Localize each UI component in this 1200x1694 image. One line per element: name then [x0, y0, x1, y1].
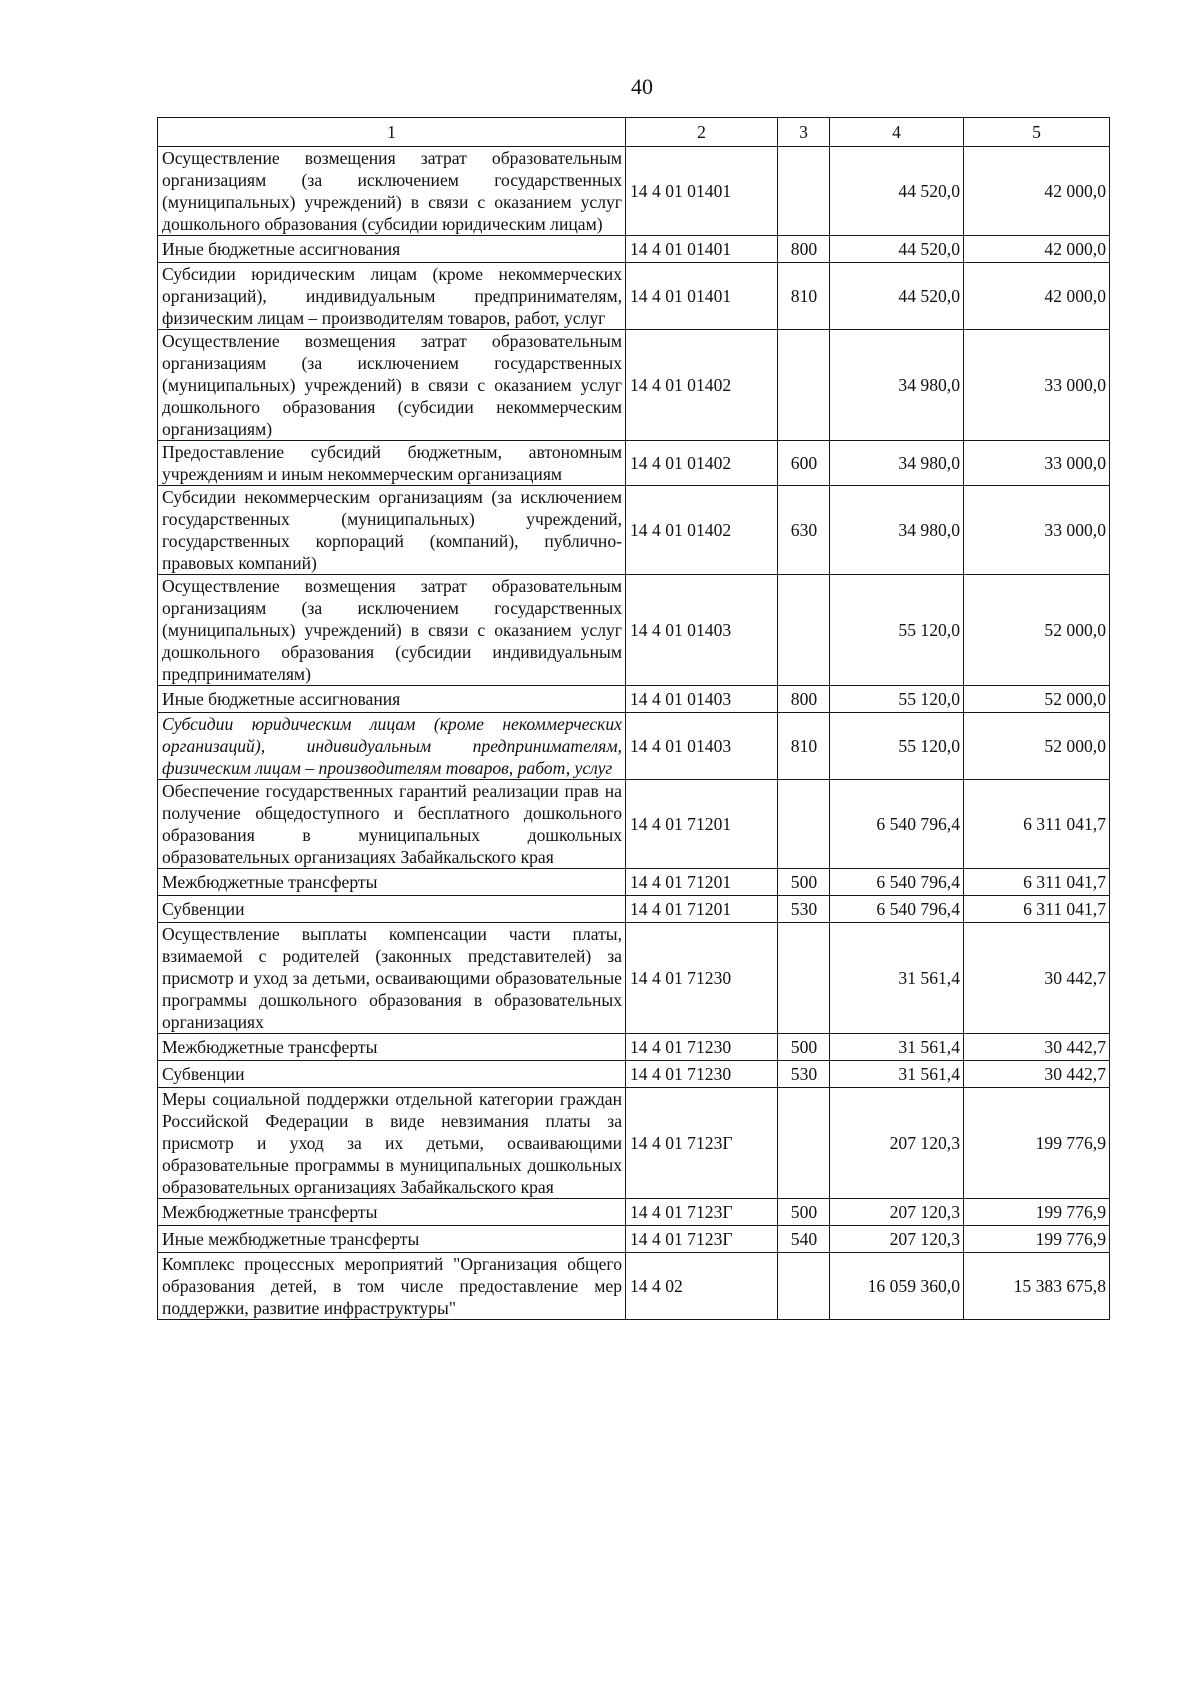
- row-value-col4: 16 059 360,0: [830, 1253, 964, 1320]
- table-row: [158, 330, 1110, 441]
- row-code: 14 4 01 71201: [626, 869, 778, 896]
- table-row: [158, 263, 1110, 330]
- table-row: [158, 869, 1110, 896]
- table-row: [158, 713, 1110, 780]
- row-expense-type: 630: [778, 486, 830, 575]
- row-expense-type: [778, 575, 830, 686]
- row-value-col5: 6 311 041,7: [964, 869, 1110, 896]
- table-row: [158, 923, 1110, 1034]
- row-expense-type: [778, 923, 830, 1034]
- table-row: [158, 486, 1110, 575]
- row-value-col4: 34 980,0: [830, 486, 964, 575]
- row-value-col5: 33 000,0: [964, 330, 1110, 441]
- row-expense-type: 530: [778, 896, 830, 923]
- row-code: 14 4 01 01402: [626, 486, 778, 575]
- row-name: Субвенции: [158, 1061, 626, 1088]
- row-value-col4: 31 561,4: [830, 923, 964, 1034]
- row-name: Субвенции: [158, 896, 626, 923]
- row-name: Осуществление возмещения затрат образовательным организациям (за исключением государственных (муниципальных) учреждений) в связи с оказанием услуг дошкольного образования (субсидии юридическим лицам): [158, 147, 626, 236]
- row-value-col4: 6 540 796,4: [830, 896, 964, 923]
- row-code: 14 4 01 7123Г: [626, 1088, 778, 1199]
- page-number: 40: [631, 74, 653, 99]
- row-value-col5: 42 000,0: [964, 263, 1110, 330]
- table-row: [158, 1226, 1110, 1253]
- row-code: 14 4 02: [626, 1253, 778, 1320]
- row-value-col5: 33 000,0: [964, 441, 1110, 486]
- table-row: [158, 1061, 1110, 1088]
- row-code: 14 4 01 01402: [626, 441, 778, 486]
- row-value-col5: 33 000,0: [964, 486, 1110, 575]
- table-row: [158, 1088, 1110, 1199]
- row-value-col4: 34 980,0: [830, 330, 964, 441]
- row-value-col4: 31 561,4: [830, 1034, 964, 1061]
- row-name: Иные межбюджетные трансферты: [158, 1226, 626, 1253]
- row-name: Иные бюджетные ассигнования: [158, 236, 626, 263]
- row-value-col5: 42 000,0: [964, 236, 1110, 263]
- row-name: Межбюджетные трансферты: [158, 1034, 626, 1061]
- row-value-col5: 199 776,9: [964, 1226, 1110, 1253]
- row-code: 14 4 01 71230: [626, 923, 778, 1034]
- row-expense-type: [778, 330, 830, 441]
- row-expense-type: [778, 780, 830, 869]
- row-name: Обеспечение государственных гарантий реализации прав на получение общедоступного и бесплатного дошкольного образования в муниципальных дошкольных образовательных организациях Забайкальского края: [158, 780, 626, 869]
- table-row: [158, 575, 1110, 686]
- row-name: Меры социальной поддержки отдельной категории граждан Российской Федерации в виде невзимания платы за присмотр и уход за их детьми, осваивающими образовательные программы в муниципальных дошкольных образовательных организациях Забайкальского края: [158, 1088, 626, 1199]
- row-value-col5: 30 442,7: [964, 1034, 1110, 1061]
- table-row: [158, 780, 1110, 869]
- row-value-col4: 34 980,0: [830, 441, 964, 486]
- table-row: [158, 147, 1110, 236]
- row-code: 14 4 01 71230: [626, 1061, 778, 1088]
- row-value-col5: 42 000,0: [964, 147, 1110, 236]
- row-value-col4: 6 540 796,4: [830, 780, 964, 869]
- row-name: Осуществление возмещения затрат образовательным организациям (за исключением государственных (муниципальных) учреждений) в связи с оказанием услуг дошкольного образования (субсидии некоммерческим организациям): [158, 330, 626, 441]
- row-value-col5: 30 442,7: [964, 923, 1110, 1034]
- table-row: [158, 896, 1110, 923]
- row-name: Межбюджетные трансферты: [158, 869, 626, 896]
- column-header: 4: [830, 118, 964, 147]
- row-value-col5: 52 000,0: [964, 713, 1110, 780]
- column-header: 2: [626, 118, 778, 147]
- table-header-row: [158, 118, 1110, 147]
- budget-table: [157, 117, 1110, 1320]
- row-code: 14 4 01 01403: [626, 686, 778, 713]
- row-code: 14 4 01 01402: [626, 330, 778, 441]
- row-name: Субсидии юридическим лицам (кроме некоммерческих организаций), индивидуальным предпринимателям, физическим лицам – производителям товаров, работ, услуг: [158, 263, 626, 330]
- row-expense-type: 530: [778, 1061, 830, 1088]
- row-value-col5: 52 000,0: [964, 686, 1110, 713]
- row-value-col5: 199 776,9: [964, 1088, 1110, 1199]
- row-expense-type: 800: [778, 686, 830, 713]
- row-code: 14 4 01 71201: [626, 896, 778, 923]
- row-value-col4: 6 540 796,4: [830, 869, 964, 896]
- row-code: 14 4 01 01403: [626, 713, 778, 780]
- row-value-col4: 55 120,0: [830, 713, 964, 780]
- row-value-col4: 207 120,3: [830, 1226, 964, 1253]
- row-expense-type: [778, 147, 830, 236]
- row-code: 14 4 01 71201: [626, 780, 778, 869]
- row-code: 14 4 01 01401: [626, 236, 778, 263]
- row-expense-type: 500: [778, 1199, 830, 1226]
- table-row: [158, 686, 1110, 713]
- table-row: [158, 1034, 1110, 1061]
- row-code: 14 4 01 01401: [626, 263, 778, 330]
- row-value-col5: 30 442,7: [964, 1061, 1110, 1088]
- row-code: 14 4 01 7123Г: [626, 1199, 778, 1226]
- row-expense-type: 600: [778, 441, 830, 486]
- row-value-col4: 31 561,4: [830, 1061, 964, 1088]
- row-value-col5: 52 000,0: [964, 575, 1110, 686]
- row-code: 14 4 01 01403: [626, 575, 778, 686]
- row-code: 14 4 01 71230: [626, 1034, 778, 1061]
- column-header: 5: [964, 118, 1110, 147]
- table-row: [158, 1199, 1110, 1226]
- row-value-col5: 15 383 675,8: [964, 1253, 1110, 1320]
- row-name: Осуществление возмещения затрат образовательным организациям (за исключением государственных (муниципальных) учреждений) в связи с оказанием услуг дошкольного образования (субсидии индивидуальным предпринимателям): [158, 575, 626, 686]
- row-expense-type: 810: [778, 713, 830, 780]
- row-expense-type: 800: [778, 236, 830, 263]
- column-header: 3: [778, 118, 830, 147]
- row-value-col4: 44 520,0: [830, 263, 964, 330]
- row-value-col5: 199 776,9: [964, 1199, 1110, 1226]
- row-name: Межбюджетные трансферты: [158, 1199, 626, 1226]
- row-code: 14 4 01 7123Г: [626, 1226, 778, 1253]
- row-value-col4: 44 520,0: [830, 147, 964, 236]
- row-expense-type: 810: [778, 263, 830, 330]
- row-expense-type: 540: [778, 1226, 830, 1253]
- row-expense-type: 500: [778, 1034, 830, 1061]
- row-name: Осуществление выплаты компенсации части платы, взимаемой с родителей (законных представителей) за присмотр и уход за детьми, осваивающими образовательные программы дошкольного образования в образовательных организациях: [158, 923, 626, 1034]
- row-name: Субсидии юридическим лицам (кроме некоммерческих организаций), индивидуальным предпринимателям, физическим лицам – производителям товаров, работ, услуг: [158, 713, 626, 780]
- row-value-col5: 6 311 041,7: [964, 780, 1110, 869]
- row-value-col5: 6 311 041,7: [964, 896, 1110, 923]
- row-name: Предоставление субсидий бюджетным, автономным учреждениям и иным некоммерческим организациям: [158, 441, 626, 486]
- row-name: Субсидии некоммерческим организациям (за исключением государственных (муниципальных) учреждений, государственных корпораций (компаний), публично-правовых компаний): [158, 486, 626, 575]
- row-expense-type: 500: [778, 869, 830, 896]
- row-value-col4: 207 120,3: [830, 1088, 964, 1199]
- column-header: 1: [158, 118, 626, 147]
- row-code: 14 4 01 01401: [626, 147, 778, 236]
- table-row: [158, 1253, 1110, 1320]
- table-row: [158, 441, 1110, 486]
- row-name: Иные бюджетные ассигнования: [158, 686, 626, 713]
- row-expense-type: [778, 1088, 830, 1199]
- row-name: Комплекс процессных мероприятий "Организация общего образования детей, в том числе предоставление мер поддержки, развитие инфраструктуры": [158, 1253, 626, 1320]
- row-value-col4: 55 120,0: [830, 575, 964, 686]
- row-expense-type: [778, 1253, 830, 1320]
- row-value-col4: 44 520,0: [830, 236, 964, 263]
- table-row: [158, 236, 1110, 263]
- row-value-col4: 55 120,0: [830, 686, 964, 713]
- row-value-col4: 207 120,3: [830, 1199, 964, 1226]
